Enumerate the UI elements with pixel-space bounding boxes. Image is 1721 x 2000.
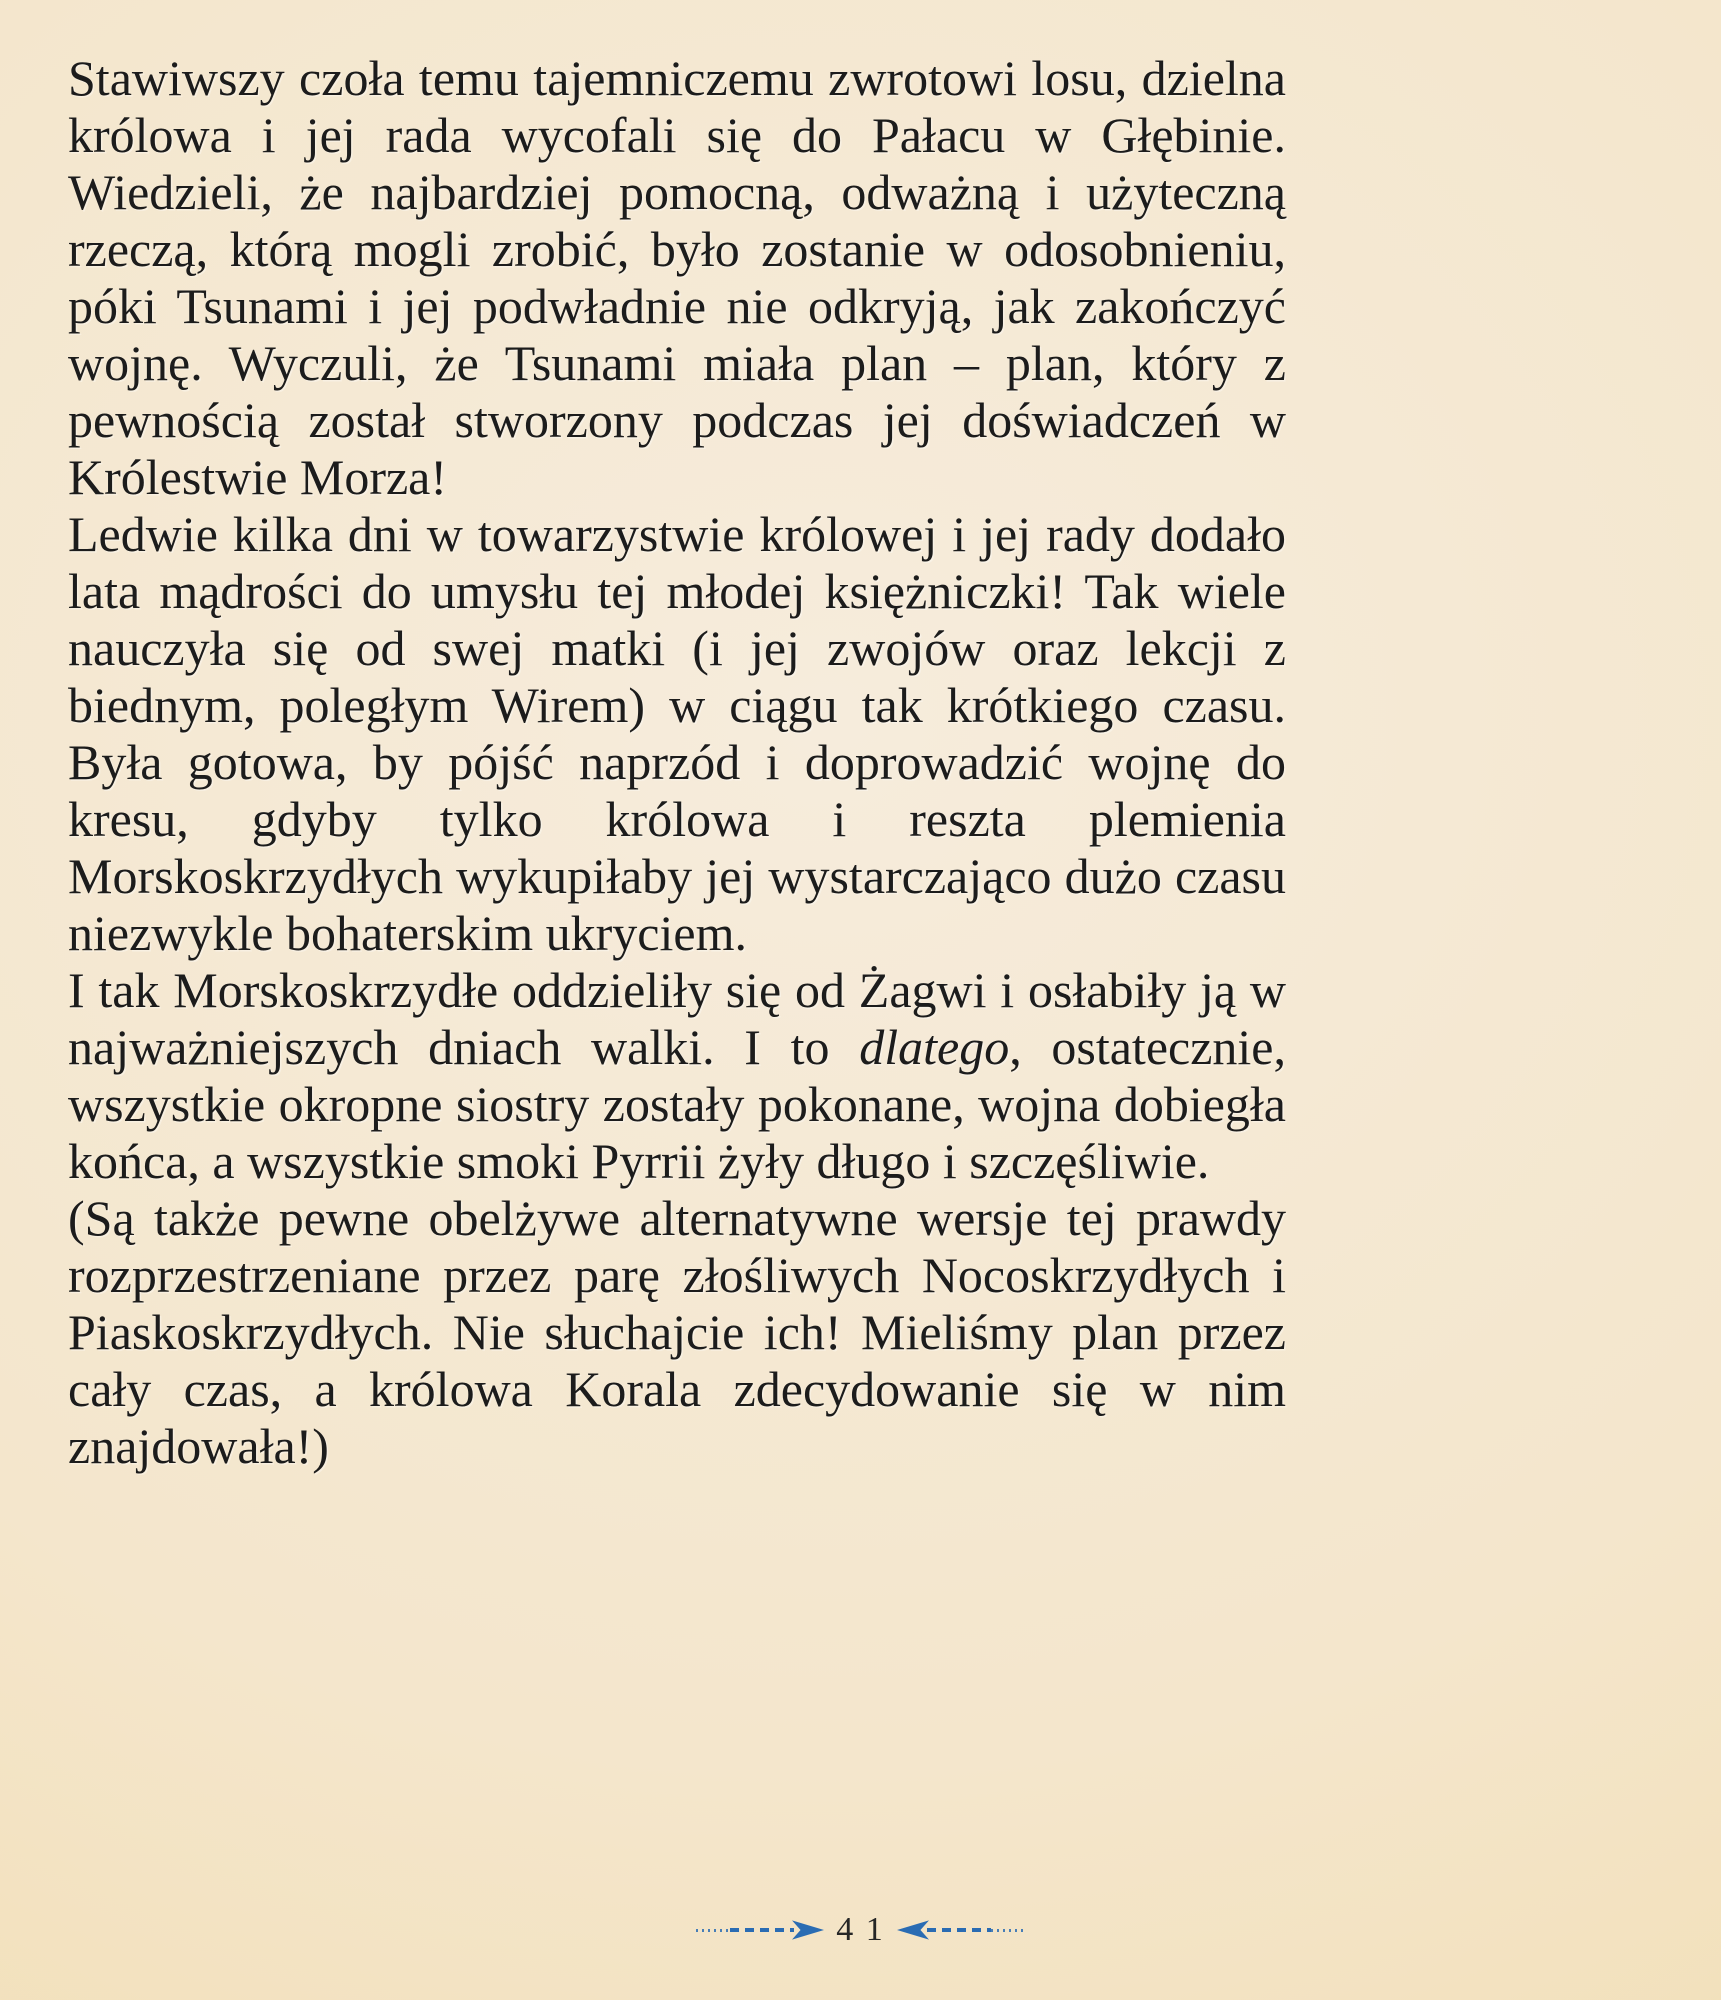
page-number: 4 1 (836, 1911, 885, 1948)
paragraph (68, 506, 1286, 962)
paragraph-run: , ostatecznie, wszystkie okropne siostry zostały pokonane, wojna dobiegła końca, a wszystkie smoki Pyrrii żyły długo i szczęśliwie. (68, 1019, 1286, 1189)
paragraph-run: (Są także pewne obelżywe alternatywne wersje tej prawdy rozprzestrzeniane przez parę złośliwych Nocoskrzydłych i Piaskoskrzydłych. Nie słuchajcie ich! Mieliśmy plan przez cały czas, a królowa Korala zdecydowanie się w nim znajdowała!) (68, 1190, 1286, 1474)
ornament-dotted-line-left-icon (696, 1929, 730, 1932)
paragraph-run: Stawiwszy czoła temu tajemniczemu zwrotowi losu, dzielna królowa i jej rada wycofali się do Pałacu w Głębinie. Wiedzieli, że najbardziej pomocną, odważną i użyteczną rzeczą, którą mogli zrobić, było zostanie w odosobnieniu, póki Tsunami i jej podwładnie nie odkryją, jak zakończyć wojnę. Wyczuli, że Tsunami miała plan – plan, który z pewnością został stworzony podczas jej doświadczeń w Królestwie Morza! (68, 50, 1286, 505)
ornament-dashed-line-right-icon (927, 1928, 991, 1932)
ornament-arrow-right-icon (792, 1919, 824, 1941)
page-footer (0, 1911, 1721, 1948)
page-text-block (68, 50, 1286, 1475)
paragraph-run-italic: dlatego (859, 1019, 1010, 1075)
ornament-dashed-line-left-icon (730, 1928, 794, 1932)
ornament-arrow-left-icon (897, 1919, 929, 1941)
paragraph (68, 962, 1286, 1190)
paragraph-run: I tak Morskoskrzydłe oddzieliły się od Żagwi i osłabiły ją w najważniejszych dniach walki. I to (68, 962, 1286, 1075)
paragraph-run: Ledwie kilka dni w towarzystwie królowej i jej rady dodało lata mądrości do umysłu tej młodej księżniczki! Tak wiele nauczyła się od swej matki (i jej zwojów oraz lekcji z biednym, poległym Wirem) w ciągu tak krótkiego czasu. Była gotowa, by pójść naprzód i doprowadzić wojnę do kresu, gdyby tylko królowa i reszta plemienia Morskoskrzydłych wykupiłaby jej wystarczająco dużo czasu niezwykle bohaterskim ukryciem. (68, 506, 1286, 961)
paragraph (68, 1190, 1286, 1475)
ornament-dotted-line-right-icon (991, 1929, 1025, 1932)
paragraph (68, 50, 1286, 506)
